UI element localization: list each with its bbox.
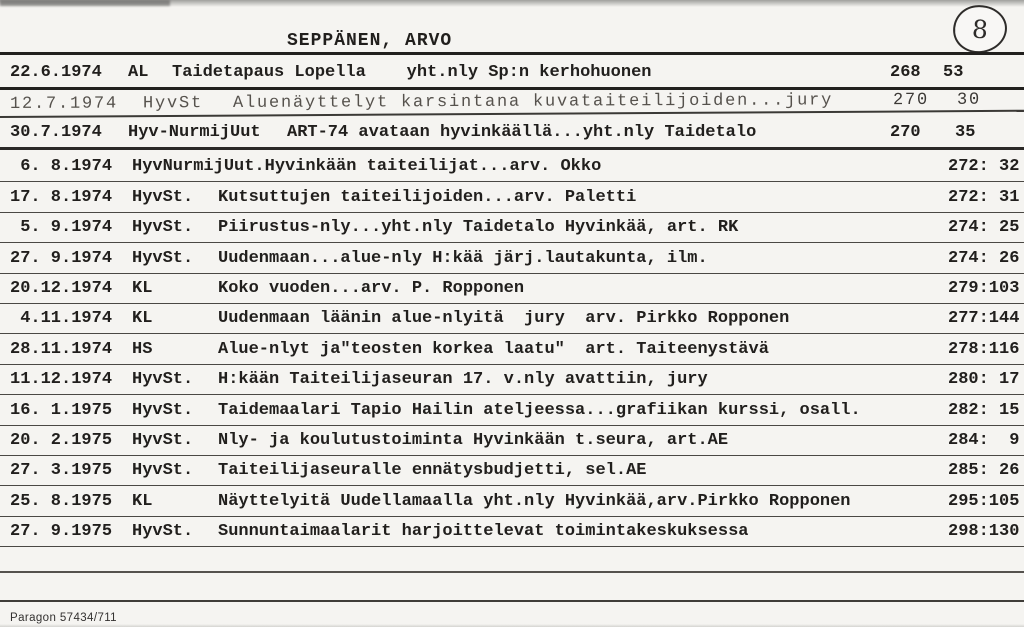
entry-description: Näyttelyitä Uudellamaalla yht.nly Hyvinkää,arv.Pirkko Ropponen <box>218 491 851 511</box>
entry-row <box>0 426 1024 456</box>
entry-description: Taidetapaus Lopella yht.nly Sp:n kerhohuonen <box>172 62 652 82</box>
entry-source: KL <box>132 278 153 298</box>
entry-date: 20.12.1974 <box>10 278 113 298</box>
entry-source: HyvSt. <box>132 461 194 481</box>
entry-ref-volume: 270 <box>892 90 930 111</box>
entry-ref: 274: 26 <box>948 248 1020 268</box>
entry-ref-volume: 270 <box>890 122 921 142</box>
card-title: SEPPÄNEN, ARVO <box>287 31 453 51</box>
entry-description: Sunnuntaimaalarit harjoittelevat toimintakeskuksessa <box>218 522 749 542</box>
entry-source: HyvSt. <box>132 400 194 420</box>
entry-ref: 274: 25 <box>948 218 1020 238</box>
entry-row <box>0 57 1024 87</box>
rule-header <box>0 52 1024 55</box>
entry-source: HyvSt <box>142 94 204 114</box>
card-stock-imprint: Paragon 57434/711 <box>10 612 117 624</box>
entry-description: Hyvinkään taiteilijat...arv. Okko <box>264 157 602 177</box>
entry-date: 27. 3.1975 <box>10 461 113 481</box>
entry-ref-page: 35 <box>955 122 976 142</box>
entry-row <box>0 304 1024 334</box>
entry-ref: 282: 15 <box>948 400 1020 420</box>
entry-description: ART-74 avataan hyvinkäällä...yht.nly Taidetalo <box>287 122 757 142</box>
entry-date: 12.7.1974 <box>9 94 119 114</box>
entry-ref: 272: 32 <box>948 157 1020 177</box>
entry-row <box>0 334 1024 364</box>
entry-ref: 272: 31 <box>948 187 1020 207</box>
rule-divider <box>0 147 1024 150</box>
entry-description: Taidemaalari Tapio Hailin ateljeessa...grafiikan kurssi, osall. <box>218 400 861 420</box>
entry-ref-page: 53 <box>943 62 964 82</box>
entry-date: 16. 1.1975 <box>10 400 113 420</box>
entry-ref: 278:116 <box>948 339 1020 359</box>
entry-ref: 280: 17 <box>948 370 1020 390</box>
entry-date: 30.7.1974 <box>10 122 102 142</box>
entry-description: Uudenmaan...alue-nly H:kää järj.lautakunta, ilm. <box>218 248 708 268</box>
entry-description: Piirustus-nly...yht.nly Taidetalo Hyvinkää, art. RK <box>218 218 739 238</box>
entry-description: Taiteilijaseuralle ennätysbudjetti, sel.AE <box>218 461 647 481</box>
page-number: 8 <box>971 13 989 45</box>
entry-source: HyvSt. <box>132 370 194 390</box>
entry-ref: 298:130 <box>948 522 1020 542</box>
entry-source: HyvSt. <box>132 522 194 542</box>
entry-date: 17. 8.1974 <box>10 187 113 207</box>
scan-edge-artifact-top-left <box>0 0 170 6</box>
entry-ref: 285: 26 <box>948 461 1020 481</box>
entry-source: HyvSt. <box>132 218 194 238</box>
entry-ref: 295:105 <box>948 491 1020 511</box>
entry-description: Kutsuttujen taiteilijoiden...arv. Paletti <box>218 187 637 207</box>
entry-description: Nly- ja koulutustoiminta Hyvinkään t.seura, art.AE <box>218 430 729 450</box>
entry-date: 27. 9.1975 <box>10 522 113 542</box>
entry-row <box>0 118 1024 146</box>
entry-date: 28.11.1974 <box>10 339 113 359</box>
entry-description: Alue-nlyt ja"teosten korkea laatu" art. Taiteenystävä <box>218 339 769 359</box>
entry-row <box>0 395 1024 425</box>
entry-description: Aluenäyttelyt karsintana kuvataiteilijoiden...jury <box>232 91 834 113</box>
entry-row <box>0 243 1024 273</box>
entry-ref-volume: 268 <box>890 62 921 82</box>
entry-description: Koko vuoden...arv. P. Ropponen <box>218 278 525 298</box>
entry-source: KL <box>132 491 153 511</box>
entry-ref: 284: 9 <box>948 430 1020 450</box>
entry-list <box>0 152 1024 547</box>
entry-date: 5. 9.1974 <box>10 218 113 238</box>
entry-date: 6. 8.1974 <box>10 157 113 177</box>
rule-empty-line <box>0 571 1024 573</box>
entry-source: HyvNurmijUut. <box>132 157 265 177</box>
entry-row <box>0 365 1024 395</box>
entry-row <box>0 152 1024 182</box>
entry-source: HyvSt. <box>132 187 194 207</box>
entry-row <box>0 486 1024 516</box>
entry-source: HS <box>132 339 153 359</box>
entry-row <box>0 213 1024 243</box>
entry-ref: 279:103 <box>948 278 1020 298</box>
entry-ref-page: 30 <box>956 90 982 110</box>
entry-date: 4.11.1974 <box>10 309 113 329</box>
entry-source: Hyv-NurmijUut <box>128 122 261 142</box>
entry-row <box>0 456 1024 486</box>
entry-source: AL <box>128 62 149 82</box>
entry-source: KL <box>132 309 153 329</box>
entry-source: HyvSt. <box>132 248 194 268</box>
entry-date: 20. 2.1975 <box>10 430 113 450</box>
entry-source: HyvSt. <box>132 430 194 450</box>
entry-date: 25. 8.1975 <box>10 491 113 511</box>
entry-date: 27. 9.1974 <box>10 248 113 268</box>
entry-ref: 277:144 <box>948 309 1020 329</box>
entry-row <box>0 182 1024 212</box>
entry-date: 11.12.1974 <box>10 370 113 390</box>
rule-empty-line <box>0 600 1024 602</box>
entry-row <box>0 274 1024 304</box>
page-number-circle <box>951 2 1010 55</box>
entry-row <box>0 517 1024 547</box>
entry-description: H:kään Taiteilijaseuran 17. v.nly avattiin, jury <box>218 370 708 390</box>
entry-date: 22.6.1974 <box>10 62 102 82</box>
entry-description: Uudenmaan läänin alue-nlyitä jury arv. Pirkko Ropponen <box>218 309 790 329</box>
